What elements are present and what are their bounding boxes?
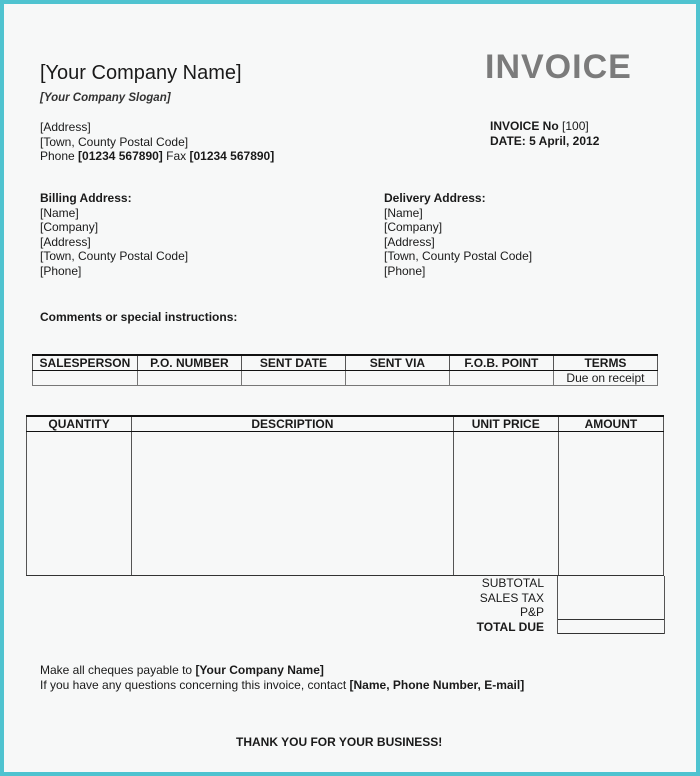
pp-label: P&P	[519, 605, 544, 619]
col-unit-price: UNIT PRICE	[453, 416, 558, 432]
order-data-row	[33, 371, 658, 386]
cheques-prefix: Make all cheques payable to	[40, 663, 196, 677]
contact-name: [Name, Phone Number, E-mail]	[349, 678, 525, 692]
line-items-table	[26, 415, 664, 576]
cheques-line	[40, 663, 524, 678]
items-body-row	[27, 432, 664, 576]
sender-town: [Town, County Postal Code]	[40, 134, 189, 149]
amount-cell[interactable]	[558, 432, 663, 576]
total-due-label: TOTAL DUE	[476, 619, 544, 634]
phone-label: Phone	[40, 149, 79, 163]
contact-prefix: If you have any questions concerning this invoice, contact	[40, 678, 350, 692]
invoice-sheet	[4, 4, 696, 772]
billing-address-block	[40, 191, 188, 278]
fax-label: Fax	[162, 149, 190, 163]
invoice-title: INVOICE	[485, 48, 632, 86]
billing-phone: [Phone]	[40, 263, 82, 278]
comments-label: Comments or special instructions:	[40, 310, 238, 324]
company-slogan: [Your Company Slogan]	[40, 92, 171, 104]
col-amount: AMOUNT	[558, 416, 663, 432]
cheques-name: [Your Company Name]	[195, 663, 324, 677]
cell-salesperson[interactable]	[33, 371, 138, 386]
totals-values-box[interactable]	[557, 576, 665, 634]
fax-value: [01234 567890]	[189, 149, 275, 163]
subtotal-label: SUBTOTAL	[481, 576, 544, 590]
billing-address: [Address]	[40, 234, 91, 249]
billing-name: [Name]	[40, 205, 79, 220]
delivery-address: [Address]	[384, 234, 435, 249]
order-info-table	[32, 354, 658, 386]
phone-value: [01234 567890]	[78, 149, 163, 163]
totals-bottom-rule	[558, 633, 664, 634]
cell-sent-date[interactable]	[242, 371, 346, 386]
payment-footer	[40, 663, 524, 693]
totals-labels	[477, 576, 544, 634]
sender-address-block	[40, 120, 274, 164]
col-sent-date: SENT DATE	[242, 355, 346, 371]
cell-terms[interactable]: Due on receipt	[553, 371, 657, 386]
invoice-number-line	[490, 119, 599, 134]
col-salesperson: SALESPERSON	[33, 355, 138, 371]
invoice-number-label: INVOICE No	[490, 119, 563, 133]
invoice-meta	[490, 119, 599, 149]
col-description: DESCRIPTION	[132, 416, 454, 432]
delivery-address-block	[384, 191, 532, 278]
delivery-name: [Name]	[384, 205, 423, 220]
totals-divider	[558, 619, 664, 620]
quantity-cell[interactable]	[27, 432, 132, 576]
col-sent-via: SENT VIA	[345, 355, 449, 371]
invoice-number: [100]	[562, 119, 589, 133]
col-quantity: QUANTITY	[27, 416, 132, 432]
delivery-town: [Town, County Postal Code]	[384, 249, 533, 263]
col-terms: TERMS	[553, 355, 657, 371]
delivery-phone: [Phone]	[384, 263, 426, 278]
description-cell[interactable]	[132, 432, 454, 576]
delivery-heading: Delivery Address:	[384, 191, 486, 205]
unit-price-cell[interactable]	[453, 432, 558, 576]
billing-heading: Billing Address:	[40, 191, 132, 205]
col-fob-point: F.O.B. POINT	[449, 355, 553, 371]
billing-town: [Town, County Postal Code]	[40, 249, 189, 263]
order-header-row	[33, 355, 658, 371]
col-po-number: P.O. NUMBER	[137, 355, 241, 371]
cell-fob-point[interactable]	[449, 371, 553, 386]
items-header-row	[27, 416, 664, 432]
sales-tax-label: SALES TAX	[479, 590, 544, 605]
invoice-date: 5 April, 2012	[529, 134, 600, 148]
sender-contact	[40, 149, 274, 164]
invoice-date-label: DATE:	[490, 134, 530, 148]
billing-company: [Company]	[40, 220, 99, 234]
cell-sent-via[interactable]	[345, 371, 449, 386]
contact-line	[40, 678, 524, 693]
delivery-company: [Company]	[384, 220, 443, 234]
invoice-date-line	[490, 134, 599, 149]
thank-you-message: THANK YOU FOR YOUR BUSINESS!	[236, 735, 443, 749]
sender-address: [Address]	[40, 120, 91, 134]
company-name: [Your Company Name]	[40, 62, 242, 84]
cell-po-number[interactable]	[137, 371, 241, 386]
